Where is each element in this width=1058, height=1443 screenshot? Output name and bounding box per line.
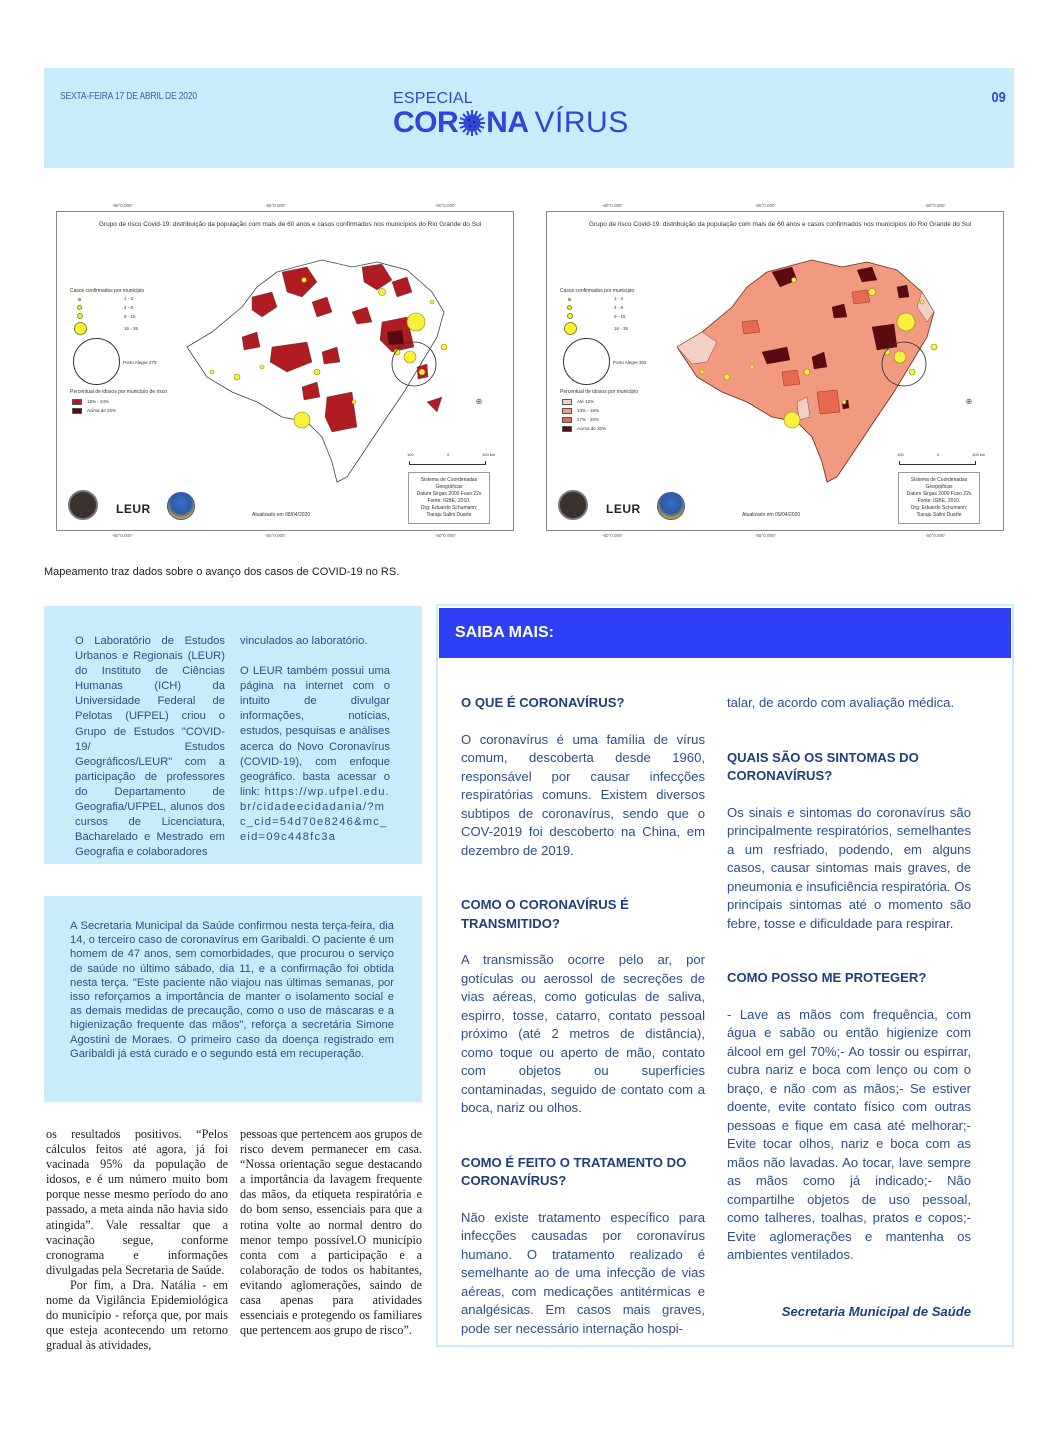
crs-info-box: Sistema de Coordenadas Geográficas Datum Sirgas 2000 Fuso 22s Fonte: IGBE, 2010. Org: Eduardo Schumann; Tiaraju Salini Duarte <box>898 472 980 524</box>
scale-bar <box>409 461 486 465</box>
article-column-2 <box>240 1127 422 1338</box>
coord-label: -60°0.000' <box>602 203 623 208</box>
issue-date: SEXTA-FEIRA 17 DE ABRIL DE 2020 <box>60 91 197 102</box>
leur-info-col1 <box>75 634 225 860</box>
map-risk-group-left <box>50 200 520 545</box>
porto-alegre-label: Porto Alegre 279 <box>123 360 157 365</box>
scale-label: 100 km <box>482 452 496 457</box>
cases-legend-item: 4 - 8 <box>124 305 134 310</box>
article-paragraph: os resultados positivos. “Pelos cálculos feitos até agora, já foi vacinada 95% da população de idosos, e é um número muito bom porque nesse mesmo período do ano passado, a meta ainda não havia sido atingida”. Vale ressaltar que a vacinação segue, conforme cronograma e informações divulgadas pela Secretaria de Saúde. <box>46 1127 228 1277</box>
coord-label: -55°0.000' <box>755 203 776 208</box>
faq-symptoms <box>727 749 971 934</box>
map-updated-date: Atualizado em 09/04/2020 <box>742 512 801 518</box>
pct-legend-title: Percentual de idosos por município <box>560 389 639 395</box>
map-title: Grupo de risco Covid-19: distribuição da população com mais de 60 anos e casos confirmados nos municípios do Rio Grande do Sul <box>588 221 972 228</box>
coord-label: -50°0.000' <box>925 203 946 208</box>
pct-legend-item: Acima de 20% <box>577 426 607 431</box>
cases-legend-item: 9 - 15 <box>124 314 136 319</box>
map-risk-group-right <box>540 200 1010 545</box>
scale-bar <box>899 461 976 465</box>
scale-label: 100 <box>407 452 414 457</box>
signature: Secretaria Municipal de Saúde <box>781 1303 971 1319</box>
map-updated-date: Atualizado em 08/04/2020 <box>252 512 311 518</box>
coord-label: -55°0.000' <box>265 203 286 208</box>
scale-label: 0 <box>447 452 450 457</box>
university-seal-logo <box>558 490 588 520</box>
faq-treatment-cont <box>727 694 971 713</box>
map-caption: Mapeamento traz dados sobre o avanço dos casos de COVID-19 no RS. <box>44 566 400 578</box>
saiba-mais-box <box>436 604 1014 1347</box>
coord-label: -60°0.000' <box>602 533 623 538</box>
logo-especial: ESPECIAL <box>393 90 473 107</box>
university-seal-logo <box>68 490 98 520</box>
pct-legend-item: Acima de 25% <box>87 408 117 413</box>
article-paragraph: pessoas que pertencem aos grupos de risco devem permanecer em casa. “Nossa orientação segue destacando a importância da lavagem frequente das mãos, da etiqueta respiratória e do bom senso, essenciais para que a rotina volte ao normal dentro do menor tempo possível.O município conta com a participação e a colaboração de todos os habitantes, evitando aglomerações, saindo de casa apenas para atividades essenciais e protegendo os familiares que pertencem aos grupo de risco”. <box>240 1127 422 1338</box>
pct-legend-item: 17% - 20% <box>577 417 600 422</box>
rs-state-map <box>672 252 972 492</box>
porto-alegre-label: Porto Alegre 303 <box>613 360 647 365</box>
coord-label: -55°0.000' <box>755 533 776 538</box>
faq-body: Não existe tratamento específico para infecções causadas por coronavírus humano. O tratamento realizado é semelhante ao de uma infecção de vias aéreas, com medicações antitérmicas e analgésicas. Em casos mais graves, pode ser necessário internação hospi- <box>461 1209 705 1336</box>
map-frame <box>546 211 1004 531</box>
scale-label: 100 km <box>972 452 986 457</box>
cases-legend-item: 16 - 35 <box>614 326 629 331</box>
virus-icon <box>459 110 485 136</box>
institute-seal-logo <box>167 492 195 520</box>
faq-protection <box>727 969 971 1265</box>
leur-info-text: vinculados ao laboratório. <box>240 635 368 647</box>
faq-heading: QUAIS SÃO OS SINTOMAS DO CORONAVÍRUS? <box>727 749 919 783</box>
logo-corona-virus <box>393 106 629 140</box>
institute-seal-logo <box>657 492 685 520</box>
page-number: 09 <box>991 89 1006 106</box>
especial-coronavirus-logo <box>393 90 673 140</box>
scale-label: 100 <box>897 452 904 457</box>
saiba-mais-title: SAIBA MAIS: <box>455 624 554 641</box>
leur-website-link[interactable]: https://wp.ufpel.edu.br/cidadeecidadania/?mc_cid=54d70e8246&mc_eid=09c448fc3a <box>240 785 390 844</box>
north-arrow-icon: ⊕ <box>475 397 483 406</box>
coord-label: -50°0.000' <box>435 533 456 538</box>
coord-label: -60°0.000' <box>112 533 133 538</box>
leur-logo: LEUR <box>116 502 151 516</box>
garibaldi-case-text: A Secretaria Municipal da Saúde confirmou nesta terça-feira, dia 14, o terceiro caso de coronavírus em Garibaldi. O paciente é um homem de 47 anos, sem comorbidades, que procurou o serviço de saúde no último sábado, dia 11, e a confirmação foi obtida nesta terça. "Este paciente não viajou nas últimas semanas, por isso reforçamos a importância de manter o isolamento social e as demais medidas de precaução, como o uso de máscaras e a higienização frequente das mãos", reforça a secretária Simone Agostini de Moraes. O primeiro caso da doença registrado em Garibaldi já está curado e o segundo está em recuperação. <box>70 920 394 1060</box>
coord-label: -50°0.000' <box>435 203 456 208</box>
faq-body: O coronavírus é uma família de vírus comum, descoberta desde 1960, responsável por causar infecções respiratórias comuns. Existem diversos subtipos de coronavírus, sendo que o COV-2019 foi descoberto na China, em dezembro de 2019. <box>461 731 705 858</box>
faq-heading: COMO POSSO ME PROTEGER? <box>727 970 927 985</box>
leur-info-text: O Laboratório de Estudos Urbanos e Regionais (LEUR) do Instituto de Ciências Humanas (ICH) da Universidade Federal de Pelotas (UFPEL) criou o Grupo de Estudos "COVID-19/ Estudos Geográficos/LEUR" com a participação de professores do Departamento de Geografia/UFPEL, alunos dos cursos de Licenciatura, Bacharelado e Mestrado em Geografia e colaboradores <box>75 635 225 859</box>
faq-body: A transmissão ocorre pelo ar, por gotículas ou aerossol de secreções de vias aéreas, como goticulas de saliva, espirro, tosse, catarro, contato pessoal próximo (até 2 metros de distância), como toque ou aperto de mão, contato com objetos ou superfícies contaminadas, seguido de contato com a boca, nariz ou olhos. <box>461 952 705 1115</box>
faq-what-is <box>461 694 705 860</box>
map-title: Grupo de risco Covid-19: distribuição da população com mais de 60 anos e casos confirmados nos municípios do Rio Grande do Sul <box>98 221 482 228</box>
crs-info-box: Sistema de Coordenadas Geográficas Datum Sirgas 2000 Fuso 22s Fonte: IGBE, 2010. Org: Eduardo Schumann; Tiaraju Salini Duarte <box>408 472 490 524</box>
cases-legend-item: 1 - 3 <box>124 296 134 301</box>
scale-label: 0 <box>937 452 940 457</box>
faq-transmission <box>461 896 705 1118</box>
faq-heading: COMO O CORONAVÍRUS É TRANSMITIDO? <box>461 897 629 931</box>
faq-heading: O QUE É CORONAVÍRUS? <box>461 695 625 710</box>
cases-legend-title: Casos confirmados por município <box>70 288 145 294</box>
rs-state-map <box>182 252 482 492</box>
cases-legend-item: 16 - 35 <box>124 326 139 331</box>
coord-label: -60°0.000' <box>112 203 133 208</box>
pct-legend-title: Percentual de idosos por município de risco <box>70 389 167 395</box>
cases-legend-title: Casos confirmados por município <box>560 288 635 294</box>
pct-legend-item: Até 12% <box>577 399 595 404</box>
saiba-mais-col1 <box>461 694 705 1338</box>
cases-legend-item: 9 - 15 <box>614 314 626 319</box>
faq-heading: COMO É FEITO O TRATAMENTO DO CORONAVÍRUS? <box>461 1154 687 1188</box>
leur-info-text: O LEUR também possui uma página na internet com o intuito de divulgar informações, notícias, estudos, pesquisas e análises acerca do Novo Coronavírus (COVID-19), com enfoque geográfico. basta acessar o link: <box>240 665 390 798</box>
logo-text-virus: VÍRUS <box>534 106 629 139</box>
cases-legend-item: 4 - 8 <box>614 305 624 310</box>
faq-body: Os sinais e sintomas do coronavírus são principalmente respiratórios, semelhantes a um resfriado, podendo, em alguns casos, causar sintomas mais graves, de pneumonia e insuficiência respiratória. Os principais sintomas até o momento são febre, tosse e dificuldade para respirar. <box>727 804 971 931</box>
pct-legend-item: 18% - 24% <box>87 399 110 404</box>
coord-label: -50°0.000' <box>925 533 946 538</box>
logo-text-na: NA <box>486 106 529 139</box>
page-header <box>44 68 1014 168</box>
article-paragraph: Por fim, a Dra. Natália - em nome da Vigilância Epidemiológica do município - reforça que, por mais que esteja acontecendo um retorno gradual às atividades, <box>46 1277 228 1353</box>
faq-treatment <box>461 1154 705 1339</box>
leur-info-box <box>44 606 422 864</box>
saiba-mais-header <box>439 608 1011 658</box>
cases-legend-item: 1 - 3 <box>614 296 624 301</box>
faq-body: talar, de acordo com avaliação médica. <box>727 695 955 710</box>
leur-info-col2 <box>240 634 390 845</box>
garibaldi-case-box <box>44 896 422 1102</box>
map-frame <box>56 211 514 531</box>
saiba-mais-col2 <box>727 694 971 1321</box>
logo-text-cor: COR <box>393 106 459 139</box>
pct-legend-item: 13% - 16% <box>577 408 600 413</box>
leur-logo: LEUR <box>606 502 641 516</box>
faq-body: - Lave as mãos com frequência, com água e sabão ou então higienize com álcool em gel 70%;- Ao tossir ou espirrar, cubra nariz e boca com lenço ou com o braço, e não com as mãos;- Se estiver doente, evite contato físico com outras pessoas e fique em casa até melhorar;- Evite tocar olhos, nariz e boca com as mãos não lavadas. Ao tocar, lave sempre as mãos como já indicado;- Não compartilhe objetos de uso pessoal, como talheres, toalhas, pratos e copos;- Evite aglomerações e mantenha os ambientes ventilados. <box>727 1006 971 1262</box>
coord-label: -55°0.000' <box>265 533 286 538</box>
article-column-1 <box>46 1127 228 1353</box>
north-arrow-icon: ⊕ <box>965 397 973 406</box>
